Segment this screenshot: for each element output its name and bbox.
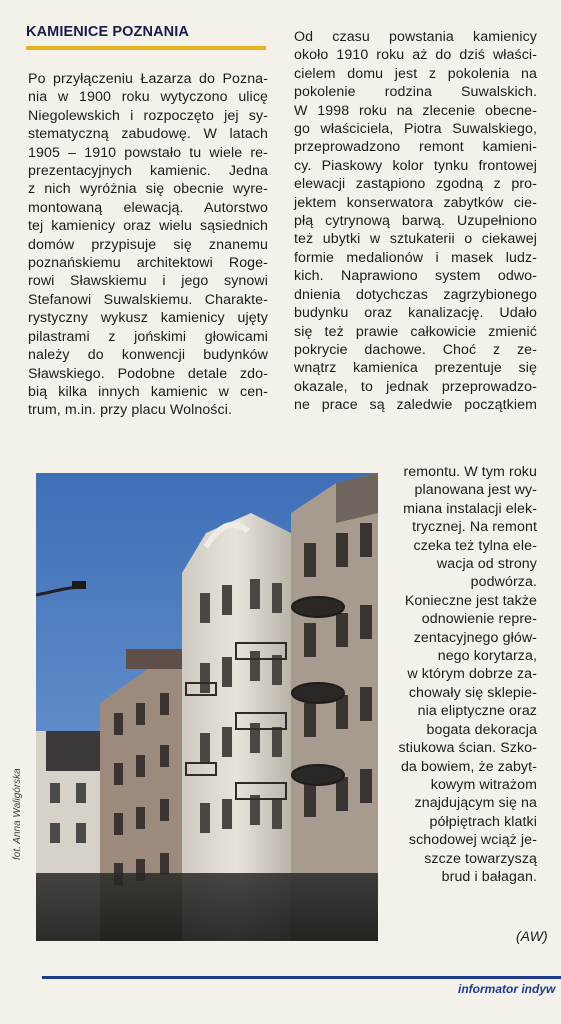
- text-line: schodowej wciąż je-: [408, 832, 537, 849]
- text-line: stiukowa ścian. Szko-: [398, 740, 537, 757]
- text-line: budynku oraz kanalizację. Udało: [294, 305, 537, 322]
- text-line: cy. Piaskowy kolor tynku frontowej: [294, 157, 537, 174]
- text-line: cielem domu jest z pokolenia na: [294, 65, 537, 82]
- text-line: W 1998 roku na zlecenie obecne-: [294, 102, 537, 119]
- text-line: 1905 – 1910 powstało tu wiele re-: [28, 144, 268, 161]
- text-line: pokolenie rodzina Suwalskich.: [294, 84, 537, 101]
- photo-credit: fot. Anna Waligórska: [12, 768, 23, 860]
- text-line: formie medalionów i masek ludz-: [294, 249, 537, 266]
- text-line: nia eliptyczne oraz: [417, 703, 537, 720]
- text-line: nego korytarza,: [437, 648, 537, 665]
- text-line: szcze towarzyszą: [424, 850, 537, 867]
- text-line: płą cytrynową barwą. Uzupełniono: [294, 213, 537, 230]
- text-line: przeprowadzono remont kamieni-: [294, 139, 537, 156]
- text-line: zentacyjnego głów-: [413, 629, 537, 646]
- text-line: kich. Naprawiono system odwo-: [294, 268, 537, 285]
- text-line: też ubytki w sztukaterii o ciekawej: [294, 231, 537, 248]
- article-heading: KAMIENICE POZNANIA: [26, 24, 189, 40]
- author-signature: (AW): [516, 928, 548, 944]
- text-line: z nich wyróżnia się obecnie wyre-: [28, 181, 268, 198]
- text-line: Konieczne jest także: [404, 592, 537, 609]
- text-line: Stefanowi Suwalskiemu. Charakte-: [28, 291, 268, 308]
- text-line: jektem konserwatora zabytków cie-: [294, 194, 537, 211]
- text-line: czeka też tylna ele-: [413, 537, 537, 554]
- footer-publication-name: informator indyw: [458, 982, 556, 996]
- text-line: tej kamienicy oraz wielu sąsiednich: [28, 218, 268, 235]
- heading-underline: [26, 46, 266, 50]
- text-line: okazale, to jednak przeprowadzo-: [294, 378, 537, 395]
- text-line: pokrycie dachowe. Choć z ze-: [294, 341, 537, 358]
- building-photo: [36, 473, 378, 941]
- text-line: remontu. W tym roku: [403, 464, 537, 480]
- text-line: miana instalacji elek-: [403, 500, 537, 517]
- right-text-column-top: [294, 28, 537, 415]
- text-line: około 1910 roku aż do dziś właści-: [294, 47, 537, 64]
- text-line: trum, m.in. przy placu Wolności.: [28, 402, 232, 419]
- text-line: się też prawie całkowicie zmienić: [294, 323, 537, 340]
- text-line: w którym dobrze za-: [407, 666, 537, 683]
- text-line: rowi Sławskiemu i jego synowi: [28, 273, 268, 290]
- footer-rule: [42, 976, 561, 979]
- text-line: Po przyłączeniu Łazarza do Pozna-: [28, 71, 268, 87]
- text-line: wacja od strony: [436, 556, 537, 573]
- text-line: podwórza.: [470, 574, 537, 591]
- text-line: kowym witrażom: [430, 776, 537, 793]
- text-line: trycznej. Na remont: [412, 519, 537, 536]
- text-line: rystyczny wykusz kamienicy ujęty: [28, 310, 268, 327]
- text-line: stematyczną zabudowę. W latach: [28, 126, 268, 143]
- text-line: wnątrz kamienica prezentuje się: [294, 360, 537, 377]
- text-line: montowaną elewacją. Autorstwo: [28, 199, 268, 216]
- text-line: poznańskiemu architektowi Roge-: [28, 255, 268, 272]
- text-line: należy do konwencji budynków: [28, 347, 268, 364]
- text-line: domów przypisuje się znanemu: [28, 236, 268, 253]
- text-line: znajdującym się na: [414, 795, 537, 812]
- text-line: prezentacyjnych kamienic. Jedna: [28, 163, 268, 180]
- text-line: nia w 1900 roku wytyczono ulicę: [28, 89, 268, 106]
- text-line: go właściciela, Piotra Suwalskiego,: [294, 121, 537, 138]
- text-line: planowana jest wy-: [414, 482, 537, 499]
- text-line: da bowiem, że zabyt-: [400, 758, 537, 775]
- text-line: Sławskiego. Podobne detale zdo-: [28, 365, 268, 382]
- text-line: pilastrami z jońskimi głowicami: [28, 328, 268, 345]
- text-line: brud i bałagan.: [441, 868, 537, 885]
- text-line: chowały się sklepie-: [408, 684, 537, 701]
- text-line: odnowienie repre-: [421, 611, 537, 628]
- left-text-column: [28, 70, 268, 420]
- text-line: dnienia dotychczas zagrzybionego: [294, 286, 537, 303]
- right-text-column-bottom: [396, 463, 537, 886]
- text-line: bogata dekoracja: [426, 721, 537, 738]
- text-line: bią kilka innych kamienic w cen-: [28, 383, 268, 400]
- text-line: Od czasu powstania kamienicy: [294, 29, 537, 45]
- text-line: ne prace są zaledwie początkiem: [294, 397, 537, 414]
- text-line: półpiętrach klatki: [429, 813, 537, 830]
- text-line: Niegolewskich i rozpoczęto jej sy-: [28, 107, 268, 124]
- text-line: elewacji zastąpiono zgodną z pro-: [294, 176, 537, 193]
